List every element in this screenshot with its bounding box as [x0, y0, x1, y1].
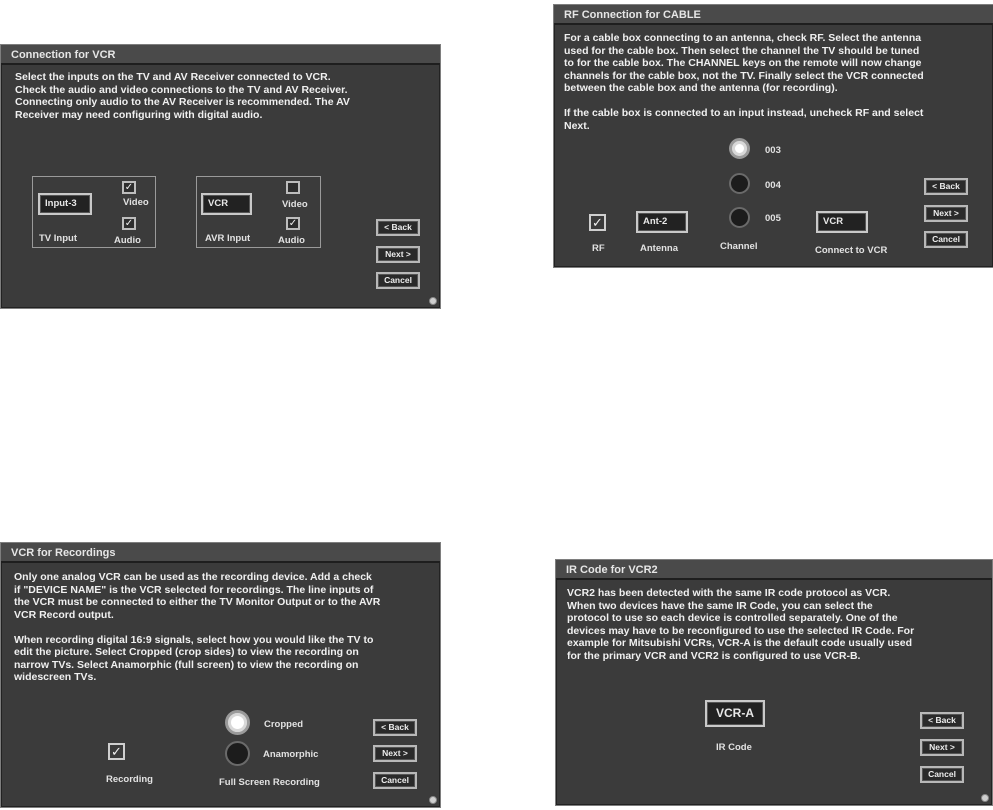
- channel-label: Channel: [720, 241, 758, 252]
- check-mark-icon: ✓: [124, 218, 134, 229]
- channel-004-label: 004: [765, 180, 781, 191]
- vcr-select[interactable]: VCR: [816, 211, 868, 233]
- full-screen-recording-label: Full Screen Recording: [219, 777, 320, 788]
- dialog-title: RF Connection for CABLE: [554, 5, 993, 25]
- rf-cable-dialog: [553, 4, 993, 268]
- ir-code-select[interactable]: VCR-A: [705, 700, 765, 727]
- dialog-description: Select the inputs on the TV and AV Receiver connected to VCR. Check the audio and video connections to the TV and AV Receiver. Connecting only audio to the AV Receiver is recommended. The AV Receiver may need configuring with digital audio.: [15, 71, 350, 121]
- tv-audio-label: Audio: [114, 235, 141, 246]
- vcr-recordings-dialog: [0, 542, 441, 808]
- dialog-description: For a cable box connecting to an antenna, check RF. Select the antenna used for the cable box. Then select the channel the TV should be tuned to for the cable box. The CHANNEL keys on the remote will now change channels for the cable box, not the TV. Finally select the VCR connected between the cable box and the antenna (for recording). If the cable box is connected to an input instead, uncheck RF and select Next.: [564, 32, 924, 132]
- ir-code-dialog: [555, 559, 993, 806]
- next-button[interactable]: Next >: [920, 739, 964, 756]
- avr-input-select[interactable]: VCR: [201, 193, 252, 215]
- channel-003-radio[interactable]: [729, 138, 750, 159]
- tv-video-checkbox[interactable]: [122, 181, 136, 194]
- check-mark-icon: ✓: [124, 182, 134, 193]
- tv-video-label: Video: [123, 197, 149, 208]
- vcr-connection-dialog: [0, 44, 441, 309]
- tv-input-label: TV Input: [39, 233, 77, 244]
- dialog-description: Only one analog VCR can be used as the recording device. Add a check if "DEVICE NAME" is the VCR selected for recordings. The line inputs of the VCR must be connected to either the TV Monitor Output or to the AVR VCR Record output. When recording digital 16:9 signals, select how you would like the TV to edit the picture. Select Cropped (crop sides) to view the recording on narrow TVs. Select Anamorphic (full screen) to view the recording on widescreen TVs.: [14, 571, 381, 683]
- dialog-description: VCR2 has been detected with the same IR code protocol as VCR. When two devices have the same IR Code, you can select the protocol to use so each device is controlled separately. One of the devices may have to be reconfigured to use the selected IR Code. For example for Mitsubishi VCRs, VCR-A is the default code usually used for the primary VCR and VCR2 is configured to use VCR-B.: [567, 587, 915, 662]
- next-button[interactable]: Next >: [376, 246, 420, 263]
- avr-audio-checkbox[interactable]: [286, 217, 300, 230]
- ir-code-label: IR Code: [716, 742, 752, 753]
- next-button[interactable]: Next >: [373, 745, 417, 762]
- back-button[interactable]: < Back: [920, 712, 964, 729]
- tv-input-select[interactable]: Input-3: [38, 193, 92, 215]
- corner-indicator-icon: [981, 794, 989, 802]
- dialog-title: VCR for Recordings: [1, 543, 440, 563]
- back-button[interactable]: < Back: [376, 219, 420, 236]
- cancel-button[interactable]: Cancel: [920, 766, 964, 783]
- corner-indicator-icon: [429, 297, 437, 305]
- dialog-title: Connection for VCR: [1, 45, 440, 65]
- antenna-label: Antenna: [640, 243, 678, 254]
- dialog-title: IR Code for VCR2: [556, 560, 992, 580]
- avr-video-label: Video: [282, 199, 308, 210]
- antenna-select[interactable]: Ant-2: [636, 211, 688, 233]
- check-mark-icon: ✓: [592, 215, 603, 230]
- channel-003-label: 003: [765, 145, 781, 156]
- anamorphic-label: Anamorphic: [263, 749, 319, 760]
- avr-input-label: AVR Input: [205, 233, 251, 244]
- channel-004-radio[interactable]: [729, 173, 750, 194]
- vcr-label: Connect to VCR: [815, 245, 888, 256]
- back-button[interactable]: < Back: [924, 178, 968, 195]
- check-mark-icon: ✓: [111, 744, 122, 759]
- channel-005-radio[interactable]: [729, 207, 750, 228]
- cancel-button[interactable]: Cancel: [924, 231, 968, 248]
- rf-checkbox[interactable]: [589, 214, 606, 231]
- channel-005-label: 005: [765, 213, 781, 224]
- recording-checkbox[interactable]: [108, 743, 125, 760]
- avr-audio-label: Audio: [278, 235, 305, 246]
- corner-indicator-icon: [429, 796, 437, 804]
- cancel-button[interactable]: Cancel: [373, 772, 417, 789]
- cropped-label: Cropped: [264, 719, 304, 730]
- rf-label: RF: [592, 243, 605, 254]
- anamorphic-radio[interactable]: [225, 741, 250, 766]
- back-button[interactable]: < Back: [373, 719, 417, 736]
- check-mark-icon: ✓: [288, 218, 298, 229]
- cropped-radio[interactable]: [225, 710, 250, 735]
- cancel-button[interactable]: Cancel: [376, 272, 420, 289]
- tv-audio-checkbox[interactable]: [122, 217, 136, 230]
- avr-video-checkbox[interactable]: [286, 181, 300, 194]
- recording-label: Recording: [106, 774, 153, 785]
- next-button[interactable]: Next >: [924, 205, 968, 222]
